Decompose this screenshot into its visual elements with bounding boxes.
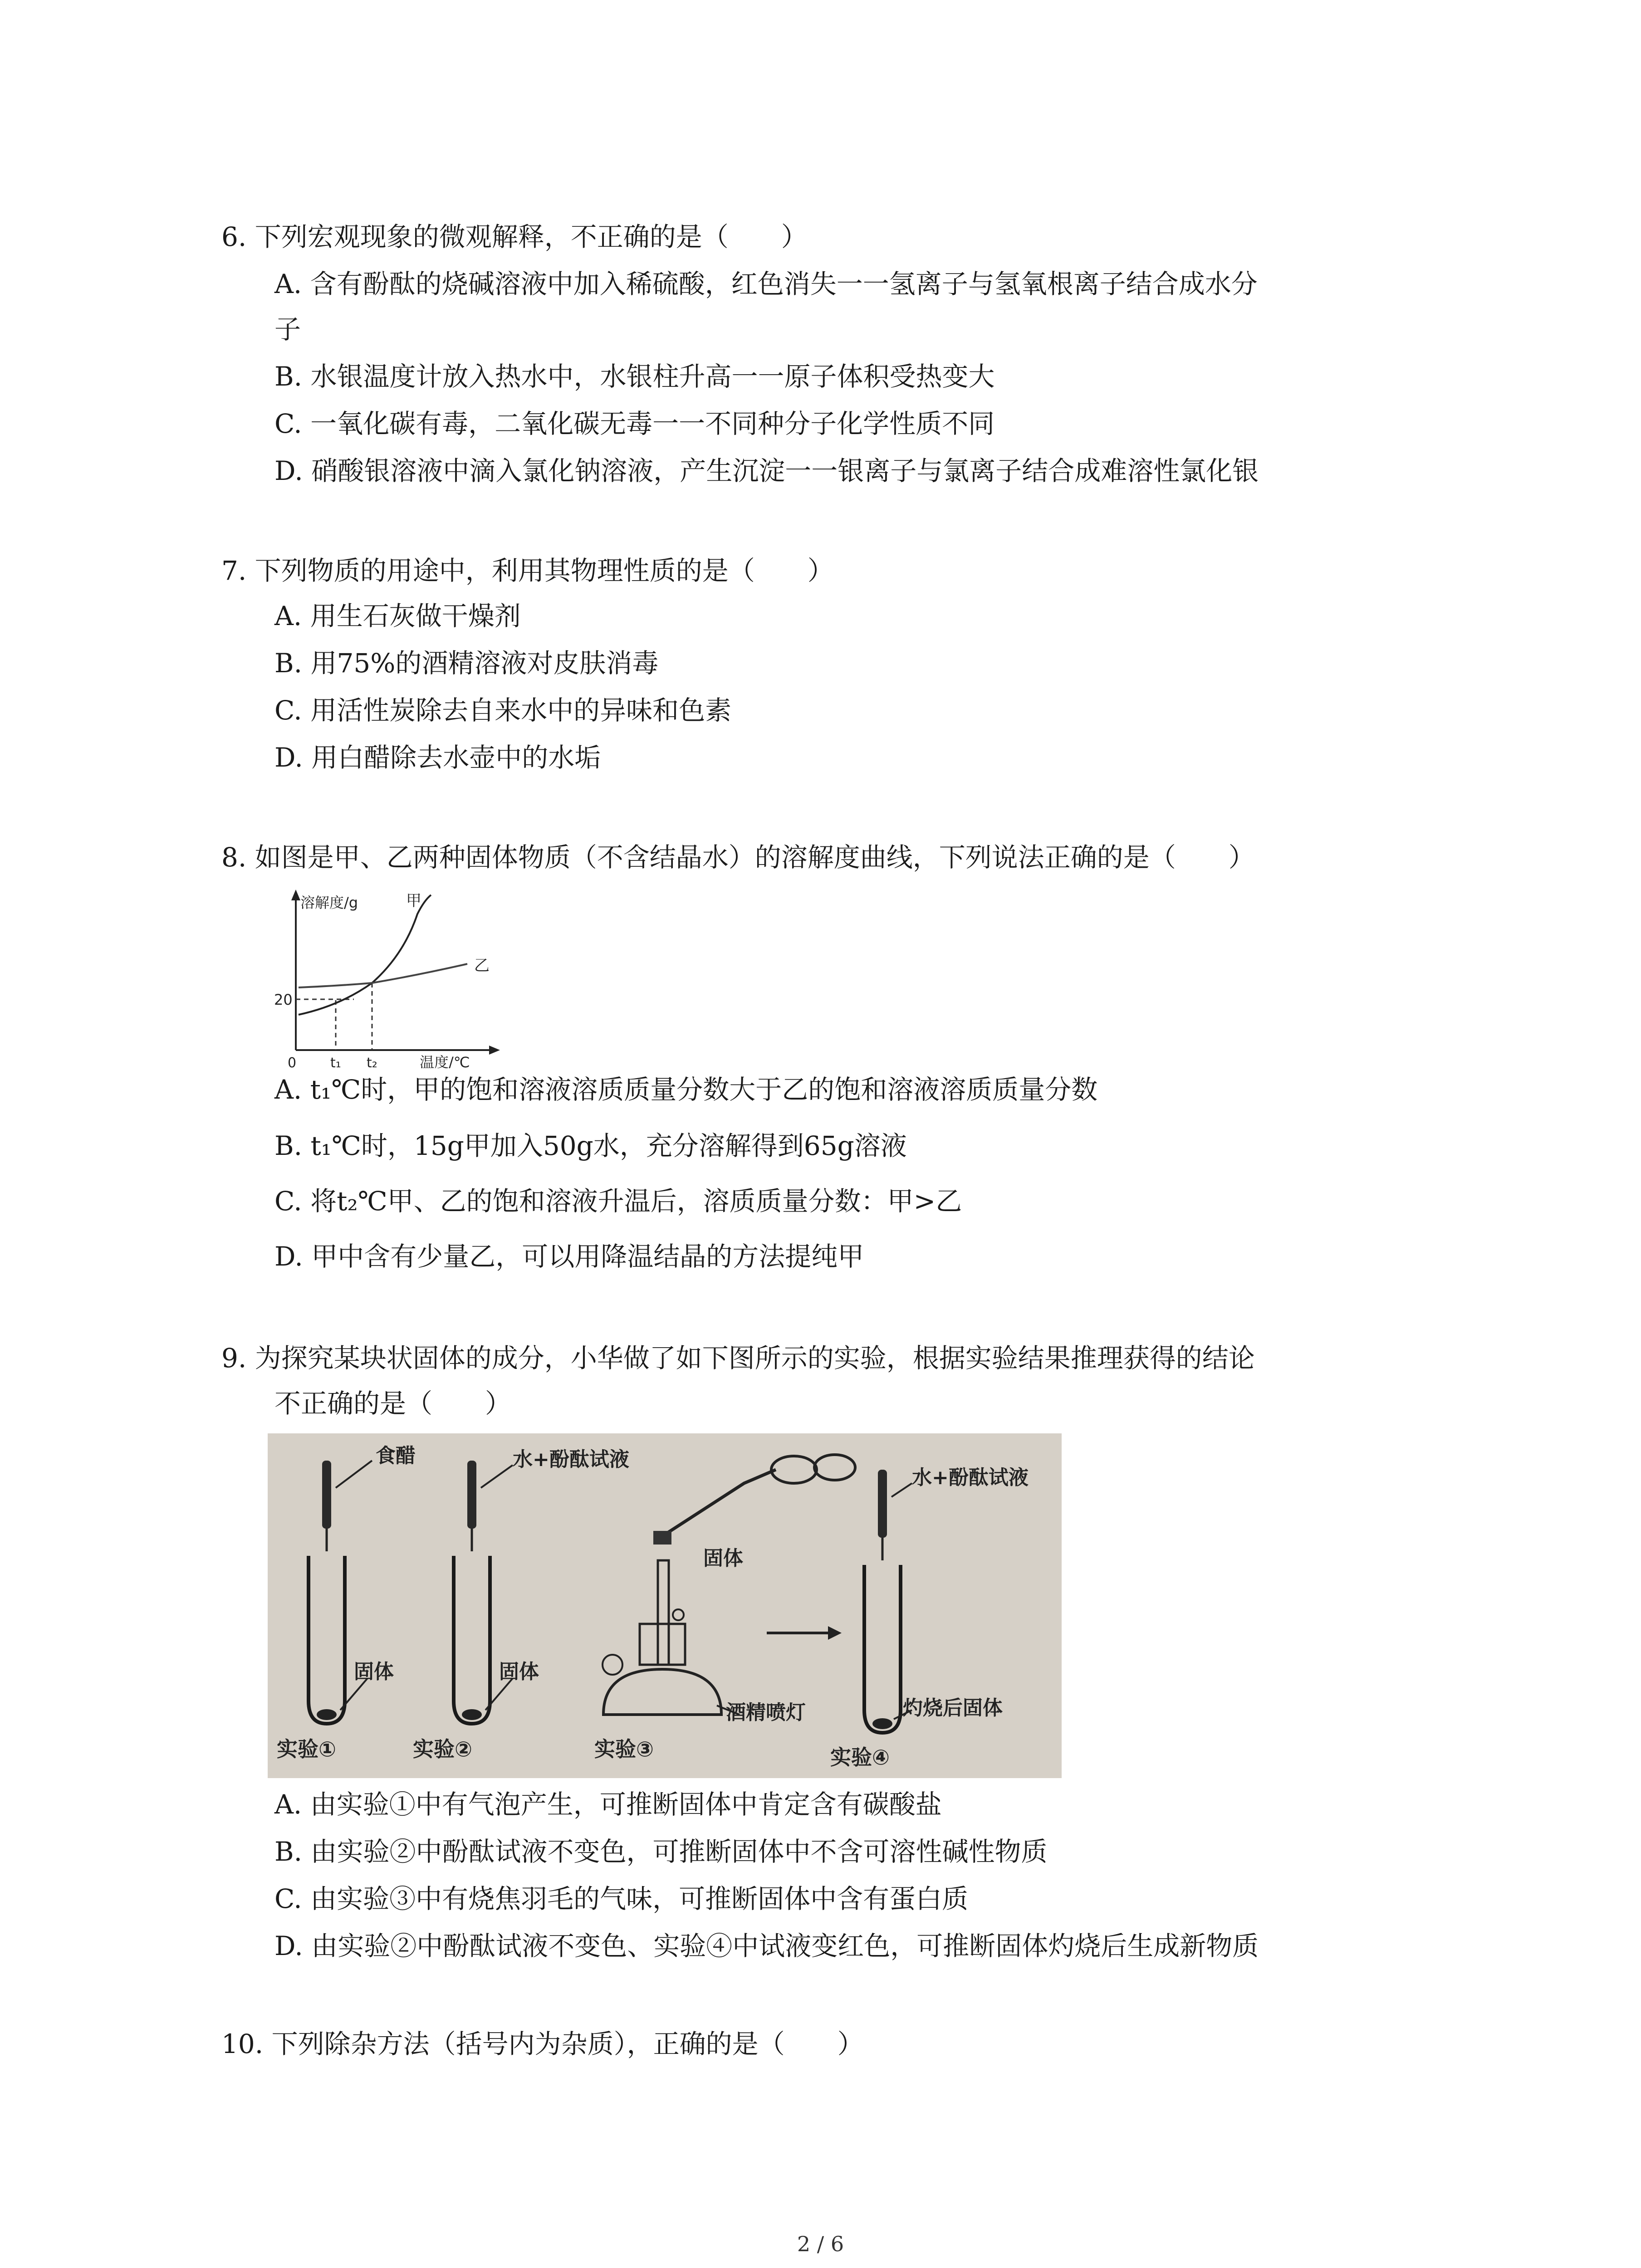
- label-burnt-solid: 灼烧后固体: [903, 1696, 1003, 1720]
- q9-option-a: A. 由实验①中有气泡产生，可推断固体中肯定含有碳酸盐: [274, 1789, 942, 1820]
- y-axis-label: 溶解度/g: [300, 894, 358, 911]
- origin-label: 0: [288, 1055, 297, 1068]
- y-tick-20: 20: [274, 991, 293, 1008]
- q9-option-c: C. 由实验③中有烧焦羽毛的气味，可推断固体中含有蛋白质: [274, 1883, 969, 1914]
- series-yi-label: 乙: [474, 957, 490, 975]
- q9-stem: 9. 为探究某块状固体的成分，小华做了如下图所示的实验，根据实验结果推理获得的结论: [221, 1343, 1255, 1374]
- q7-option-d: D. 用白醋除去水壶中的水垢: [274, 742, 601, 773]
- experiment-diagram: [268, 1433, 1062, 1778]
- q8-stem: 8. 如图是甲、乙两种固体物质（不含结晶水）的溶解度曲线，下列说法正确的是（ ）: [221, 842, 1255, 873]
- t2-tick: t₂: [367, 1055, 377, 1068]
- q6-option-b: B. 水银温度计放入热水中，水银柱升高一一原子体积受热变大: [274, 361, 995, 392]
- label-lamp: 酒精喷灯: [726, 1701, 806, 1724]
- label-exp3: 实验③: [594, 1737, 654, 1761]
- experiment-photo: [268, 1433, 1062, 1778]
- label-exp1: 实验①: [277, 1737, 336, 1761]
- label-solid-top: 固体: [703, 1547, 743, 1570]
- solubility-curve: [268, 887, 504, 1068]
- q8-option-c: C. 将t₂℃甲、乙的饱和溶液升温后，溶质质量分数：甲>乙: [274, 1186, 962, 1217]
- solubility-curve-figure: [268, 887, 504, 1068]
- q9-stem-cont: 不正确的是（ ）: [274, 1388, 512, 1419]
- q7-stem: 7. 下列物质的用途中，利用其物理性质的是（ ）: [221, 555, 834, 586]
- q7-option-a: A. 用生石灰做干燥剂: [274, 601, 521, 631]
- label-exp4: 实验④: [830, 1745, 890, 1769]
- series-jia-label: 甲: [406, 892, 421, 910]
- x-axis-arrow: [489, 1046, 500, 1055]
- label-solid-1: 固体: [354, 1660, 394, 1683]
- q7-option-c: C. 用活性炭除去自来水中的异味和色素: [274, 695, 732, 726]
- q8-option-b: B. t₁℃时，15g甲加入50g水，充分溶解得到65g溶液: [274, 1130, 907, 1161]
- page-number: 2 / 6: [797, 2232, 844, 2256]
- q6-option-a: A. 含有酚酞的烧碱溶液中加入稀硫酸，红色消失一一氢离子与氢氧根离子结合成水分: [274, 269, 1258, 299]
- label-water-phenol-1: 水+酚酞试液: [513, 1448, 629, 1471]
- label-water-phenol-2: 水+酚酞试液: [912, 1466, 1029, 1489]
- q8-option-a: A. t₁℃时，甲的饱和溶液溶质质量分数大于乙的饱和溶液溶质质量分数: [274, 1074, 1098, 1105]
- label-vinegar: 食醋: [376, 1444, 416, 1467]
- label-solid-2: 固体: [499, 1660, 539, 1683]
- q6-option-d: D. 硝酸银溶液中滴入氯化钠溶液，产生沉淀一一银离子与氯离子结合成难溶性氯化银: [274, 455, 1259, 486]
- q9-option-d: D. 由实验②中酚酞试液不变色、实验④中试液变红色，可推断固体灼烧后生成新物质: [274, 1931, 1259, 1961]
- dropper-1: [322, 1461, 331, 1529]
- q9-option-b: B. 由实验②中酚酞试液不变色，可推断固体中不含可溶性碱性物质: [274, 1836, 1048, 1867]
- y-axis-arrow: [291, 890, 300, 900]
- q6-stem: 6. 下列宏观现象的微观解释，不正确的是（ ）: [221, 221, 808, 252]
- curve-jia: [299, 895, 431, 1015]
- dropper-4: [878, 1470, 887, 1538]
- q6-option-a-cont: 子: [274, 314, 301, 345]
- label-exp2: 实验②: [413, 1737, 472, 1761]
- t1-tick: t₁: [330, 1055, 341, 1068]
- dropper-2: [467, 1461, 476, 1529]
- q6-option-c: C. 一氧化碳有毒，二氧化碳无毒一一不同种分子化学性质不同: [274, 408, 995, 439]
- q7-option-b: B. 用75%的酒精溶液对皮肤消毒: [274, 648, 659, 679]
- x-axis-label: 温度/℃: [420, 1054, 470, 1068]
- q8-option-d: D. 甲中含有少量乙，可以用降温结晶的方法提纯甲: [274, 1241, 864, 1272]
- q10-stem: 10. 下列除杂方法（括号内为杂质），正确的是（ ）: [221, 2028, 864, 2059]
- curve-yi: [299, 964, 467, 987]
